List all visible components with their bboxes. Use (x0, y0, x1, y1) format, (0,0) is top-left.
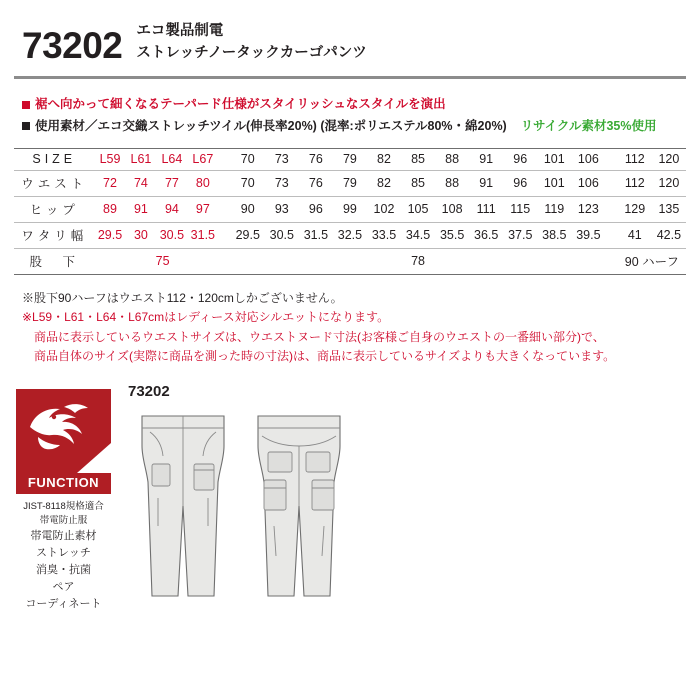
cell-hip-mens-7: 111 (469, 196, 503, 222)
cell-waist-mens-1: 73 (265, 170, 299, 196)
cell-waist-big-1: 120 (652, 170, 686, 196)
cell-waist-big-0: 112 (618, 170, 652, 196)
cell-hip-mens-8: 115 (503, 196, 537, 222)
cell-size-ladies-2: L64 (156, 148, 187, 170)
bullet-square-dark-icon (22, 122, 30, 130)
cell-hip-ladies-0: 89 (95, 196, 126, 222)
cell-gap-7 (218, 222, 230, 248)
cell-size-ladies-3: L67 (187, 148, 218, 170)
note-1: ※股下90ハーフはウエスト112・120cmしかございません。 (22, 290, 343, 305)
cell-waist-mens-9: 101 (537, 170, 571, 196)
cell-gap-3 (218, 170, 230, 196)
cell-size-mens-6: 88 (435, 148, 469, 170)
function-item-1: ストレッチ (36, 547, 91, 560)
cell-gap-5 (218, 196, 230, 222)
cell-size-mens-3: 79 (333, 148, 367, 170)
size-table-wrapper (14, 148, 686, 275)
badge-corner-cut (77, 443, 111, 473)
cell-hip-mens-9: 119 (537, 196, 571, 222)
cell-waist-ladies-0: 72 (95, 170, 126, 196)
cell-hip-mens-10: 123 (571, 196, 605, 222)
table-row-hip (14, 196, 686, 222)
cell-waist-mens-10: 106 (571, 170, 605, 196)
cell-waist-mens-4: 82 (367, 170, 401, 196)
cell-waist-mens-5: 85 (401, 170, 435, 196)
bottom-section (0, 383, 700, 643)
cell-watari-mens-6: 35.5 (435, 222, 469, 248)
cell-watari-mens-0: 29.5 (231, 222, 265, 248)
cell-watari-big-1: 42.5 (652, 222, 686, 248)
cell-size-big-0: 112 (618, 148, 652, 170)
cell-hip-mens-0: 90 (231, 196, 265, 222)
feature-row-1 (22, 95, 700, 114)
feature-row-2 (22, 117, 700, 136)
product-number: 73202 (22, 25, 123, 67)
cell-gap-8 (605, 222, 617, 248)
note-3-line-1: 商品に表示しているウエストサイズは、ウエストヌード寸法(お客様ご自身のウエストの一番細い部分)で、 (34, 329, 605, 344)
cell-hip-big-0: 129 (618, 196, 652, 222)
cell-waist-mens-7: 91 (469, 170, 503, 196)
cert-line-2: 帯電防止服 (39, 514, 88, 526)
cell-hip-mens-5: 105 (401, 196, 435, 222)
cell-watari-mens-2: 31.5 (299, 222, 333, 248)
cell-hip-ladies-2: 94 (156, 196, 187, 222)
cell-hip-mens-2: 96 (299, 196, 333, 222)
row-label-inseam: 股 下 (14, 248, 95, 274)
cell-watari-big-0: 41 (618, 222, 652, 248)
cell-size-ladies-1: L61 (125, 148, 156, 170)
recycle-note: リサイクル素材35%使用 (520, 119, 657, 133)
function-item-2: 消臭・抗菌 (36, 564, 91, 577)
table-row-size (14, 148, 686, 170)
cell-watari-ladies-1: 30 (125, 222, 156, 248)
cell-watari-ladies-2: 30.5 (156, 222, 187, 248)
feature-text-2: 使用素材／エコ交織ストレッチツイル(伸長率20%) (混率:ポリエステル80%・綿20%) (35, 119, 507, 133)
cell-gap-1 (218, 148, 230, 170)
cell-size-mens-9: 101 (537, 148, 571, 170)
table-row-watari (14, 222, 686, 248)
cell-size-mens-1: 73 (265, 148, 299, 170)
illustration-block (128, 383, 354, 606)
function-label: FUNCTION (16, 472, 111, 494)
cert-line-1: JIST-8118規格適合 (23, 500, 104, 512)
cell-inseam-big: 90 ハーフ (618, 248, 686, 274)
product-title-line1: エコ製品制電 (136, 23, 224, 39)
cell-waist-mens-3: 79 (333, 170, 367, 196)
table-row-inseam (14, 248, 686, 274)
cell-waist-ladies-3: 80 (187, 170, 218, 196)
bullet-square-red-icon (22, 101, 30, 109)
cell-size-mens-5: 85 (401, 148, 435, 170)
function-badge (16, 389, 111, 473)
cell-watari-mens-5: 34.5 (401, 222, 435, 248)
cell-hip-big-1: 135 (652, 196, 686, 222)
cell-watari-mens-10: 39.5 (571, 222, 605, 248)
header-divider (14, 76, 686, 79)
cell-size-mens-2: 76 (299, 148, 333, 170)
page-header (0, 0, 700, 70)
cell-hip-ladies-1: 91 (125, 196, 156, 222)
cell-watari-mens-7: 36.5 (469, 222, 503, 248)
cell-waist-mens-2: 76 (299, 170, 333, 196)
note-2: ※L59・L61・L64・L67cmはレディース対応シルエットになります。 (22, 310, 390, 325)
cell-size-mens-0: 70 (231, 148, 265, 170)
row-label-size: SIZE (14, 148, 95, 170)
pants-front-illustration (128, 406, 238, 606)
cell-hip-mens-1: 93 (265, 196, 299, 222)
cell-waist-mens-0: 70 (231, 170, 265, 196)
notes-block (22, 289, 700, 367)
cell-watari-ladies-0: 29.5 (95, 222, 126, 248)
note-3-line-2: 商品自体のサイズ(実際に商品を測った時の寸法)は、商品に表示しているサイズよりも大きくなっています。 (34, 349, 616, 364)
cell-inseam-mens: 78 (231, 248, 606, 274)
illustration-title: 73202 (128, 382, 170, 400)
cell-watari-mens-9: 38.5 (537, 222, 571, 248)
cell-size-mens-10: 106 (571, 148, 605, 170)
product-title (136, 22, 366, 64)
product-title-line2: ストレッチノータックカーゴパンツ (136, 45, 367, 62)
cell-waist-mens-6: 88 (435, 170, 469, 196)
cell-size-mens-8: 96 (503, 148, 537, 170)
cell-hip-ladies-3: 97 (187, 196, 218, 222)
cell-size-mens-4: 82 (367, 148, 401, 170)
cell-hip-mens-6: 108 (435, 196, 469, 222)
illustration-images (128, 406, 354, 606)
cell-watari-mens-1: 30.5 (265, 222, 299, 248)
cell-gap-4 (605, 170, 617, 196)
function-text (16, 500, 111, 614)
cell-gap-9 (605, 248, 617, 274)
cell-watari-mens-3: 32.5 (333, 222, 367, 248)
row-label-watari: ワタリ幅 (14, 222, 95, 248)
cell-size-mens-7: 91 (469, 148, 503, 170)
cell-inseam-ladies: 75 (95, 248, 231, 274)
size-table (14, 148, 686, 275)
cell-hip-mens-3: 99 (333, 196, 367, 222)
cell-watari-mens-8: 37.5 (503, 222, 537, 248)
cell-waist-mens-8: 96 (503, 170, 537, 196)
cell-watari-ladies-3: 31.5 (187, 222, 218, 248)
table-row-waist (14, 170, 686, 196)
feature-list (22, 95, 700, 136)
pants-back-illustration (244, 406, 354, 606)
cell-waist-ladies-2: 77 (156, 170, 187, 196)
cell-waist-ladies-1: 74 (125, 170, 156, 196)
cell-size-big-1: 120 (652, 148, 686, 170)
function-item-0: 帯電防止素材 (30, 530, 97, 542)
function-box (16, 389, 111, 614)
cell-gap-6 (605, 196, 617, 222)
function-item-3: ペア (52, 581, 75, 594)
row-label-waist: ウエスト (14, 170, 95, 196)
cell-watari-mens-4: 33.5 (367, 222, 401, 248)
cell-size-ladies-0: L59 (95, 148, 126, 170)
function-item-4: コーディネート (25, 598, 102, 611)
cell-hip-mens-4: 102 (367, 196, 401, 222)
cell-gap-2 (605, 148, 617, 170)
row-label-hip: ヒップ (14, 196, 95, 222)
feature-text-1: 裾へ向かって細くなるテーパード仕様がスタイリッシュなスタイルを演出 (35, 97, 446, 112)
